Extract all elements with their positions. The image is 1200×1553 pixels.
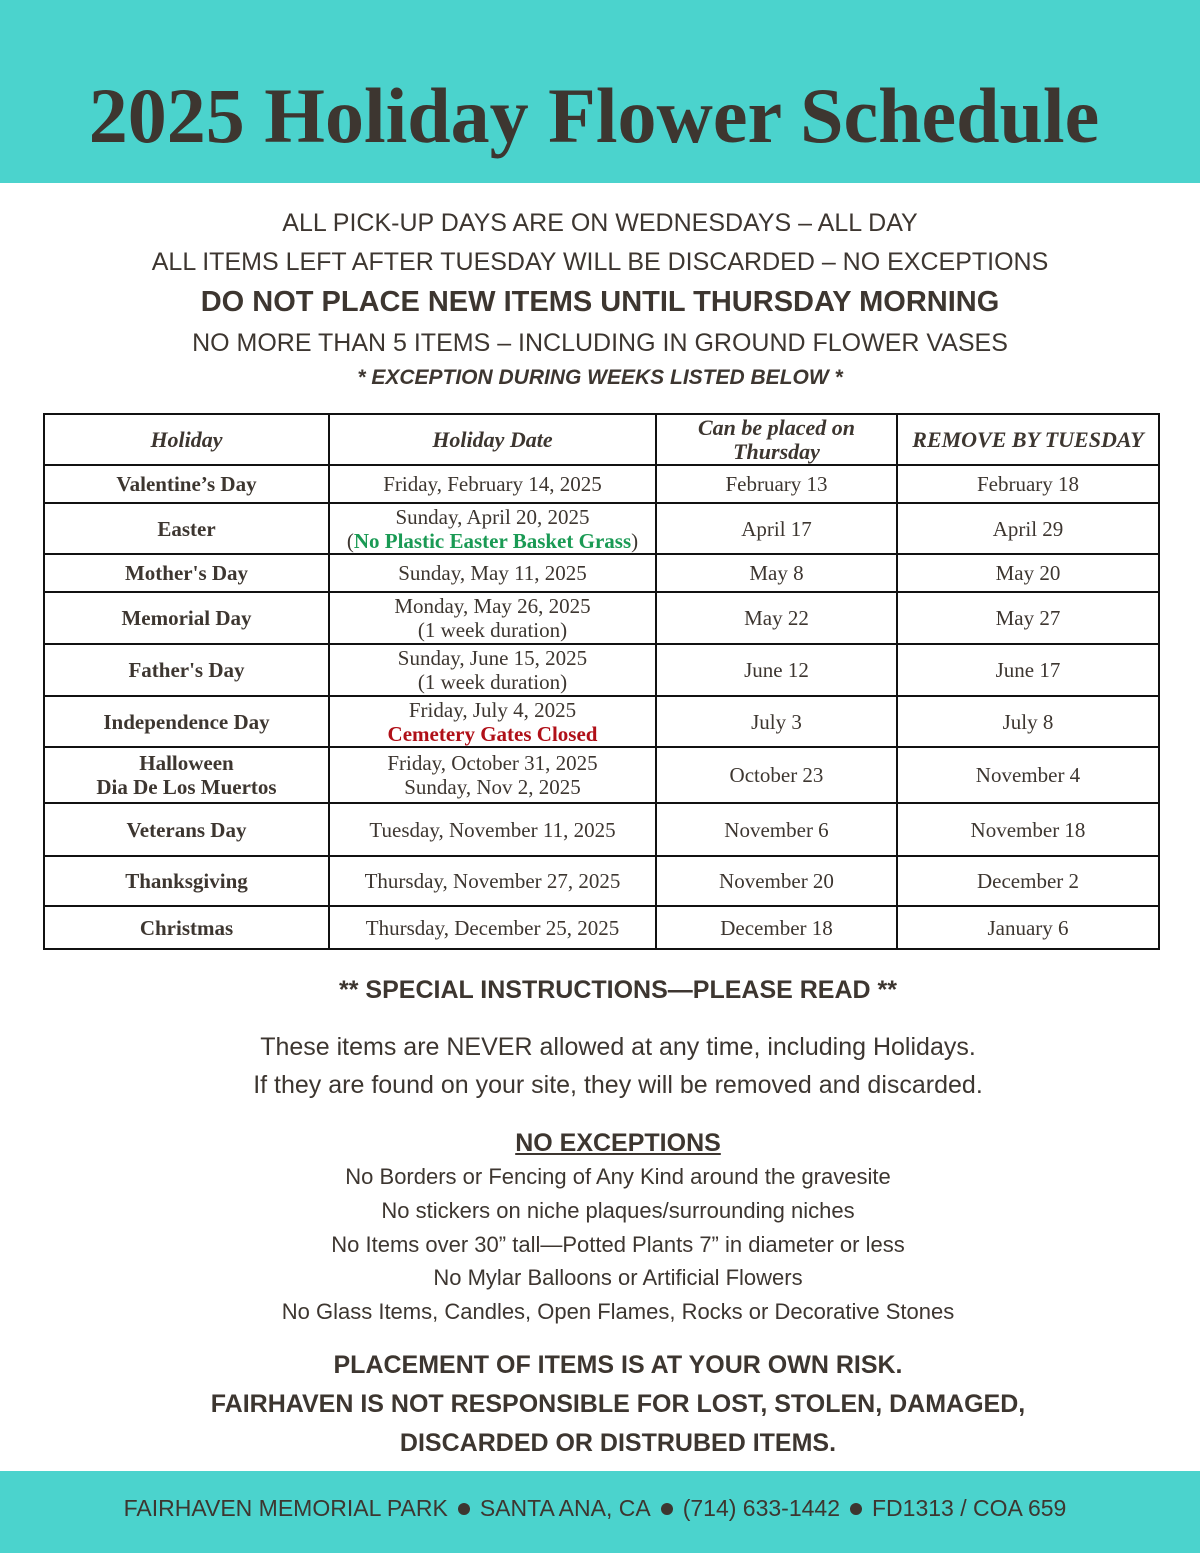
- date-cell: Sunday, May 11, 2025: [329, 554, 656, 592]
- prohibited-item: No Borders or Fencing of Any Kind around the gravesite: [345, 1164, 891, 1189]
- date-cell: [329, 592, 656, 644]
- date-cell: [329, 644, 656, 696]
- remove-cell: December 2: [897, 856, 1159, 906]
- place-cell: October 23: [656, 747, 897, 803]
- date-line-2: (1 week duration): [417, 670, 568, 694]
- table-header-row: [44, 414, 1159, 465]
- prohibited-item: No Items over 30” tall—Potted Plants 7” in diameter or less: [331, 1232, 905, 1257]
- bullet-icon: [661, 1503, 673, 1515]
- footer-banner: [0, 1471, 1200, 1553]
- rule-discard: ALL ITEMS LEFT AFTER TUESDAY WILL BE DISCARDED – NO EXCEPTIONS: [151, 248, 1049, 276]
- park-name: FAIRHAVEN MEMORIAL PARK: [123, 1495, 448, 1521]
- holiday-cell: Mother's Day: [44, 554, 329, 592]
- date-line-2: (1 week duration): [417, 618, 568, 642]
- holiday-cell: Valentine’s Day: [44, 465, 329, 503]
- remove-cell: July 8: [897, 696, 1159, 747]
- table-row: [44, 747, 1159, 803]
- table-row: [44, 803, 1159, 856]
- date-cell: Thursday, December 25, 2025: [329, 906, 656, 949]
- easter-grass-note: No Plastic Easter Basket Grass: [353, 528, 632, 553]
- remove-cell: January 6: [897, 906, 1159, 949]
- place-cell: May 22: [656, 592, 897, 644]
- holiday-schedule-table: [43, 413, 1160, 950]
- bullet-icon: [850, 1503, 862, 1515]
- col-header-holiday-date: Holiday Date: [329, 414, 656, 465]
- holiday-cell: [44, 747, 329, 803]
- date-line: Friday, July 4, 2025: [408, 697, 577, 722]
- remove-cell: June 17: [897, 644, 1159, 696]
- table-row: [44, 465, 1159, 503]
- table-row: [44, 696, 1159, 747]
- rule-do-not-place: DO NOT PLACE NEW ITEMS UNTIL THURSDAY MORNING: [200, 286, 1000, 318]
- holiday-cell: Christmas: [44, 906, 329, 949]
- special-instructions-title: ** SPECIAL INSTRUCTIONS—PLEASE READ **: [339, 976, 897, 1004]
- prohibited-item: No Mylar Balloons or Artificial Flowers: [433, 1265, 803, 1290]
- col-header-holiday: Holiday: [44, 414, 329, 465]
- date-cell: [329, 503, 656, 554]
- placement-disclaimer: DISCARDED OR DISTRUBED ITEMS.: [399, 1429, 837, 1457]
- footer-contact: [0, 1491, 1190, 1525]
- holiday-cell: Father's Day: [44, 644, 329, 696]
- table-row: [44, 592, 1159, 644]
- remove-cell: November 4: [897, 747, 1159, 803]
- holiday-cell: Memorial Day: [44, 592, 329, 644]
- remove-cell: February 18: [897, 465, 1159, 503]
- park-license: FD1313 / COA 659: [872, 1495, 1067, 1521]
- remove-cell: May 27: [897, 592, 1159, 644]
- col-header-remove-tuesday: REMOVE BY TUESDAY: [897, 414, 1159, 465]
- date-line: Friday, October 31, 2025: [387, 751, 598, 775]
- holiday-cell: Independence Day: [44, 696, 329, 747]
- place-cell: May 8: [656, 554, 897, 592]
- place-cell: April 17: [656, 503, 897, 554]
- holiday-cell: Veterans Day: [44, 803, 329, 856]
- park-phone: (714) 633-1442: [682, 1495, 840, 1521]
- place-cell: December 18: [656, 906, 897, 949]
- table-row: [44, 644, 1159, 696]
- remove-cell: November 18: [897, 803, 1159, 856]
- gates-closed-alert: Cemetery Gates Closed: [387, 721, 598, 746]
- header-banner: [0, 0, 1200, 183]
- rule-exception-note: * EXCEPTION DURING WEEKS LISTED BELOW *: [357, 366, 843, 389]
- placement-disclaimer: FAIRHAVEN IS NOT RESPONSIBLE FOR LOST, STOLEN, DAMAGED,: [210, 1390, 1026, 1418]
- holiday-cell: Thanksgiving: [44, 856, 329, 906]
- prohibited-item: No stickers on niche plaques/surrounding niches: [381, 1198, 855, 1223]
- place-cell: February 13: [656, 465, 897, 503]
- table-row: [44, 906, 1159, 949]
- date-line: Sunday, June 15, 2025: [397, 646, 588, 670]
- date-cell: [329, 747, 656, 803]
- place-cell: July 3: [656, 696, 897, 747]
- table-row: [44, 503, 1159, 554]
- date-cell: Friday, February 14, 2025: [329, 465, 656, 503]
- date-line: Monday, May 26, 2025: [394, 594, 591, 618]
- prohibited-item: No Glass Items, Candles, Open Flames, Rocks or Decorative Stones: [281, 1299, 955, 1324]
- date-line: Sunday, April 20, 2025: [395, 504, 590, 529]
- holiday-cell: Easter: [44, 503, 329, 554]
- place-cell: November 20: [656, 856, 897, 906]
- date-line-2: Sunday, Nov 2, 2025: [404, 775, 581, 799]
- date-cell: Thursday, November 27, 2025: [329, 856, 656, 906]
- bullet-icon: [458, 1503, 470, 1515]
- table-row: [44, 856, 1159, 906]
- place-cell: June 12: [656, 644, 897, 696]
- rule-pickup-days: ALL PICK-UP DAYS ARE ON WEDNESDAYS – ALL DAY: [282, 209, 918, 237]
- park-location: SANTA ANA, CA: [479, 1495, 651, 1521]
- table-row: [44, 554, 1159, 592]
- rule-max-items: NO MORE THAN 5 ITEMS – INCLUDING IN GROUND FLOWER VASES: [192, 329, 1008, 357]
- placement-disclaimer: PLACEMENT OF ITEMS IS AT YOUR OWN RISK.: [333, 1351, 903, 1379]
- no-exceptions-heading: NO EXCEPTIONS: [515, 1129, 721, 1157]
- date-note: (No Plastic Easter Basket Grass): [346, 528, 639, 553]
- place-cell: November 6: [656, 803, 897, 856]
- date-cell: [329, 696, 656, 747]
- never-allowed-line: These items are NEVER allowed at any time, including Holidays.: [260, 1033, 976, 1061]
- holiday-line-2: Dia De Los Muertos: [96, 775, 277, 799]
- holiday-line: Halloween: [139, 751, 234, 775]
- remove-cell: April 29: [897, 503, 1159, 554]
- col-header-place-thursday: Can be placed on Thursday: [656, 414, 897, 465]
- page-title: 2025 Holiday Flower Schedule: [88, 72, 1100, 159]
- remove-cell: May 20: [897, 554, 1159, 592]
- removed-discarded-line: If they are found on your site, they will be removed and discarded.: [253, 1071, 983, 1099]
- date-cell: Tuesday, November 11, 2025: [329, 803, 656, 856]
